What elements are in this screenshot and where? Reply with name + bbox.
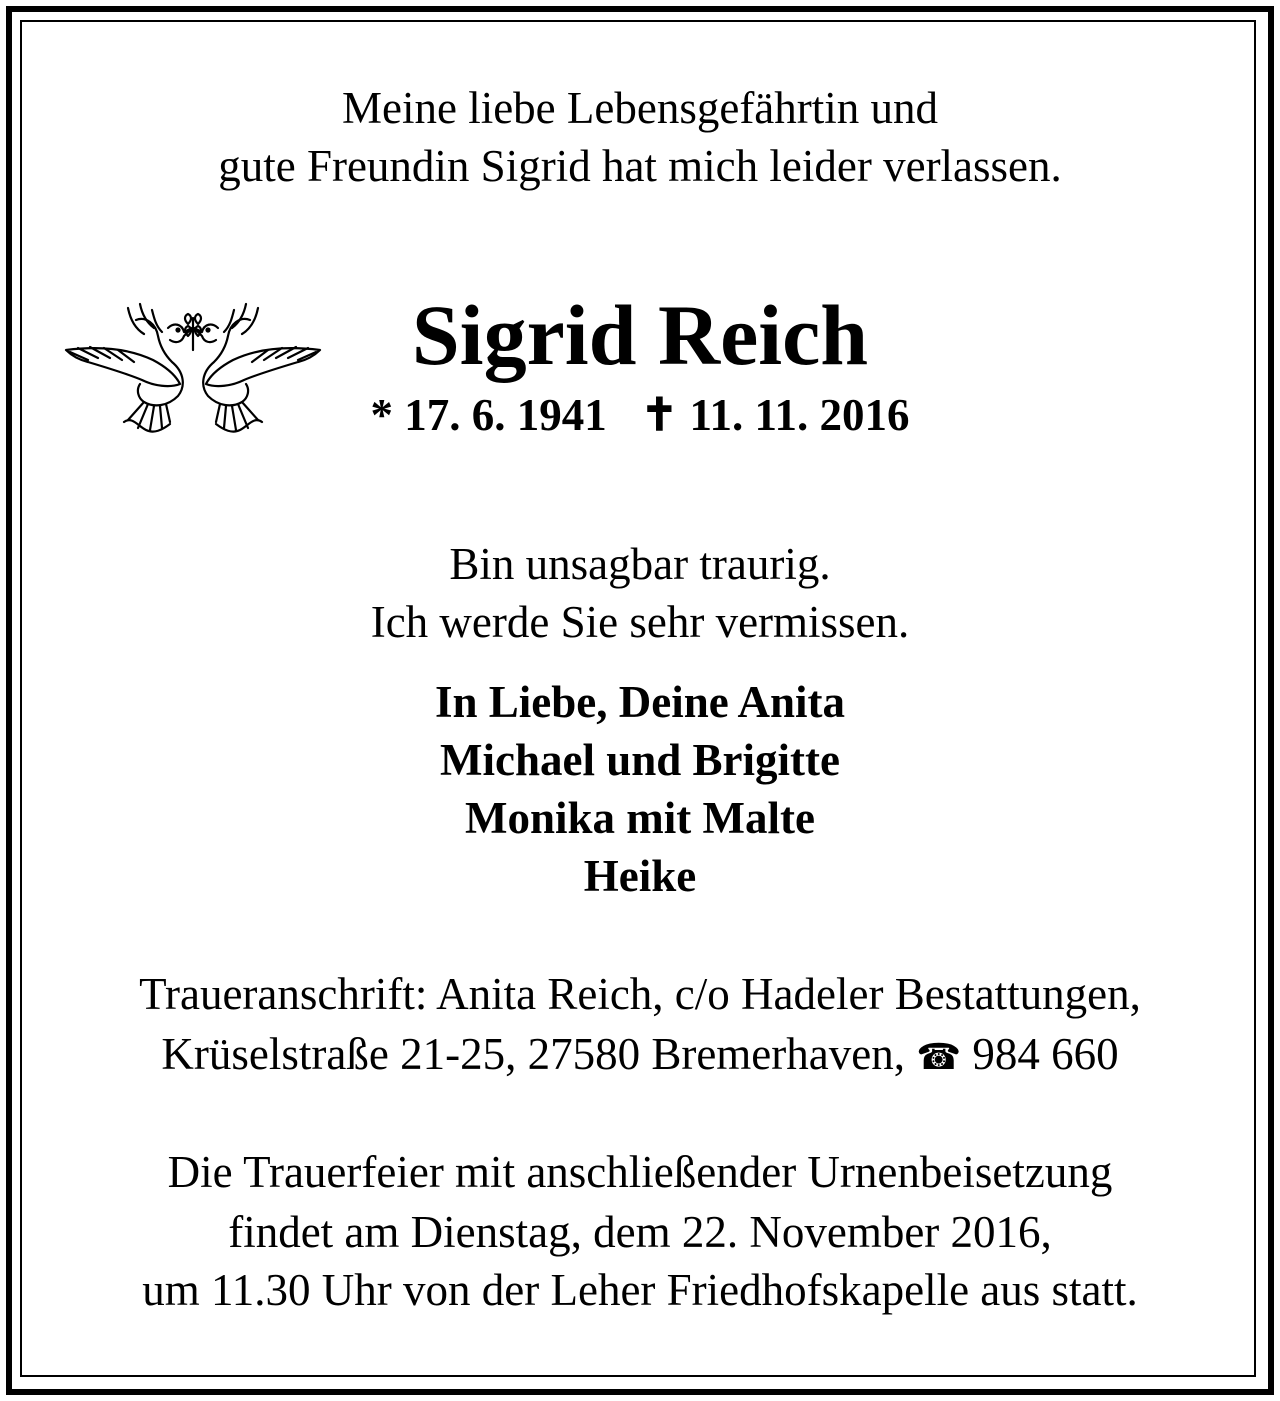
life-dates [0, 388, 1280, 441]
telephone-icon: ☎ [916, 1037, 962, 1078]
intro-line-2: gute Freundin Sigrid hat mich leider verlassen. [218, 141, 1062, 191]
ceremony-line-3: um 11.30 Uhr von der Leher Friedhofskapelle aus statt. [142, 1265, 1138, 1315]
address-street: Krüselstraße 21-25, 27580 Bremerhaven, [161, 1029, 905, 1079]
ceremony-line-2: findet am Dienstag, dem 22. November 2016, [228, 1207, 1052, 1257]
birth-symbol: * [370, 390, 393, 440]
address-line-2 [0, 1028, 1280, 1080]
ceremony-line-1: Die Trauerfeier mit anschließender Urnenbeisetzung [167, 1147, 1113, 1197]
mourner-3: Monika mit Malte [465, 793, 815, 843]
address-line-1: Traueranschrift: Anita Reich, c/o Hadeler Bestattungen, [139, 969, 1141, 1019]
mourner-2: Michael und Brigitte [440, 735, 840, 785]
death-date: 11. 11. 2016 [689, 390, 910, 440]
phone-number: 984 660 [972, 1029, 1119, 1079]
quote-line-2: Ich werde Sie sehr vermissen. [370, 597, 910, 647]
mourner-4: Heike [583, 851, 697, 901]
intro-line-1: Meine liebe Lebensgefährtin und [341, 83, 939, 133]
birth-date: 17. 6. 1941 [404, 390, 607, 440]
mourner-1: In Liebe, Deine Anita [434, 677, 846, 727]
quote-line-1: Bin unsagbar traurig. [449, 539, 831, 589]
deceased-name: Sigrid Reich [411, 287, 869, 383]
cross-icon: ✝ [640, 390, 679, 440]
